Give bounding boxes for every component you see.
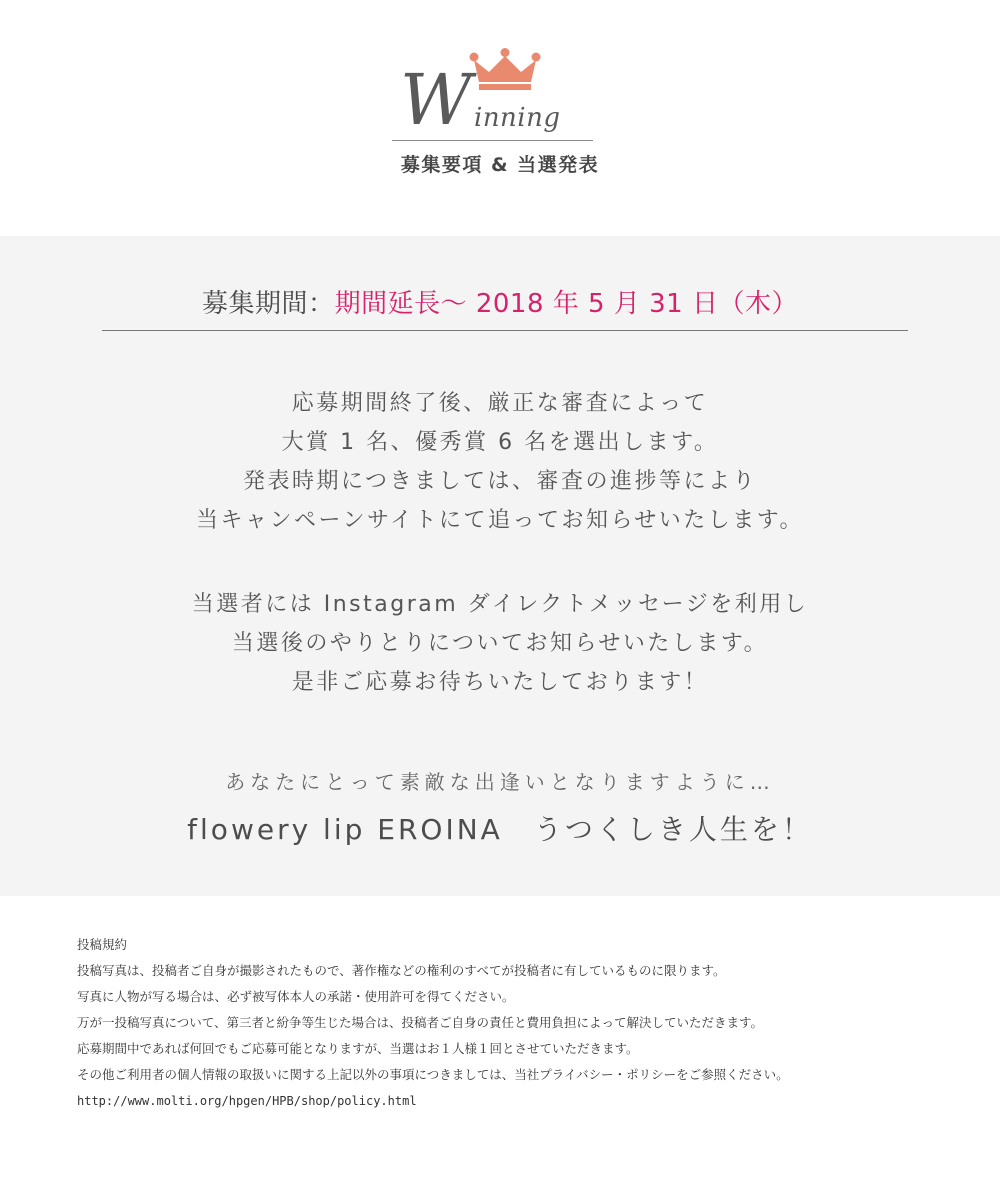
paragraph-line: 当キャンペーンサイトにて追ってお知らせいたします。 [195,508,805,533]
posting-terms [77,932,957,1114]
crown-icon [469,48,541,90]
announcement-panel [0,236,1000,896]
terms-line: 写真に人物が写る場合は、必ず被写体本人の承諾・使用許可を得てください。 [77,989,515,1004]
logo-underline [392,140,593,141]
terms-line: 投稿写真は、投稿者ご自身が撮影されたもので、著作権などの権利のすべてが投稿者に有しているものに限ります。 [77,963,726,978]
page-subtitle: 募集要項 & 当選発表 [400,154,600,176]
logo-initial: W [400,59,470,141]
terms-line: 万が一投稿写真について、第三者と紛争等生じた場合は、投稿者ご自身の責任と費用負担によって解決していただきます。 [77,1015,764,1030]
paragraph-line: 当選者には Instagram ダイレクトメッセージを利用し [191,592,809,617]
terms-line: 応募期間中であれば何回でもご応募可能となりますが、当選はお１人様１回とさせていただきます。 [77,1041,639,1056]
paragraph-line: 発表時期につきましては、審査の進捗等により [242,469,758,494]
period-divider [102,330,908,331]
closing-message: あなたにとって素敵な出逢いとなりますように… [225,770,775,794]
period-value: 期間延長〜 2018 年 5 月 31 日（木） [334,289,798,319]
terms-line: その他ご利用者の個人情報の取扱いに関する上記以外の事項につきましては、当社プライバシー・ポリシーをご参照ください。 [77,1067,789,1082]
privacy-policy-link[interactable]: http://www.molti.org/hpgen/HPB/shop/policy.html [77,1094,417,1108]
paragraph-line: 大賞 1 名、優秀賞 6 名を選出します。 [281,430,719,455]
period-label: 募集期間： [202,289,335,319]
logo-text: inning [474,103,561,133]
paragraph-line: 応募期間終了後、厳正な審査によって [291,391,709,416]
application-period [0,287,1000,321]
paragraph-line: 当選後のやりとりについてお知らせいたします。 [231,631,769,656]
paragraph-line: 是非ご応募お待ちいたしております！ [291,670,709,695]
notification-paragraph [0,585,1000,702]
selection-paragraph [0,384,1000,540]
closing-slogan: flowery lip EROINA うつくしき人生を！ [187,813,813,846]
page-header [0,0,1000,236]
terms-title: 投稿規約 [77,937,128,952]
